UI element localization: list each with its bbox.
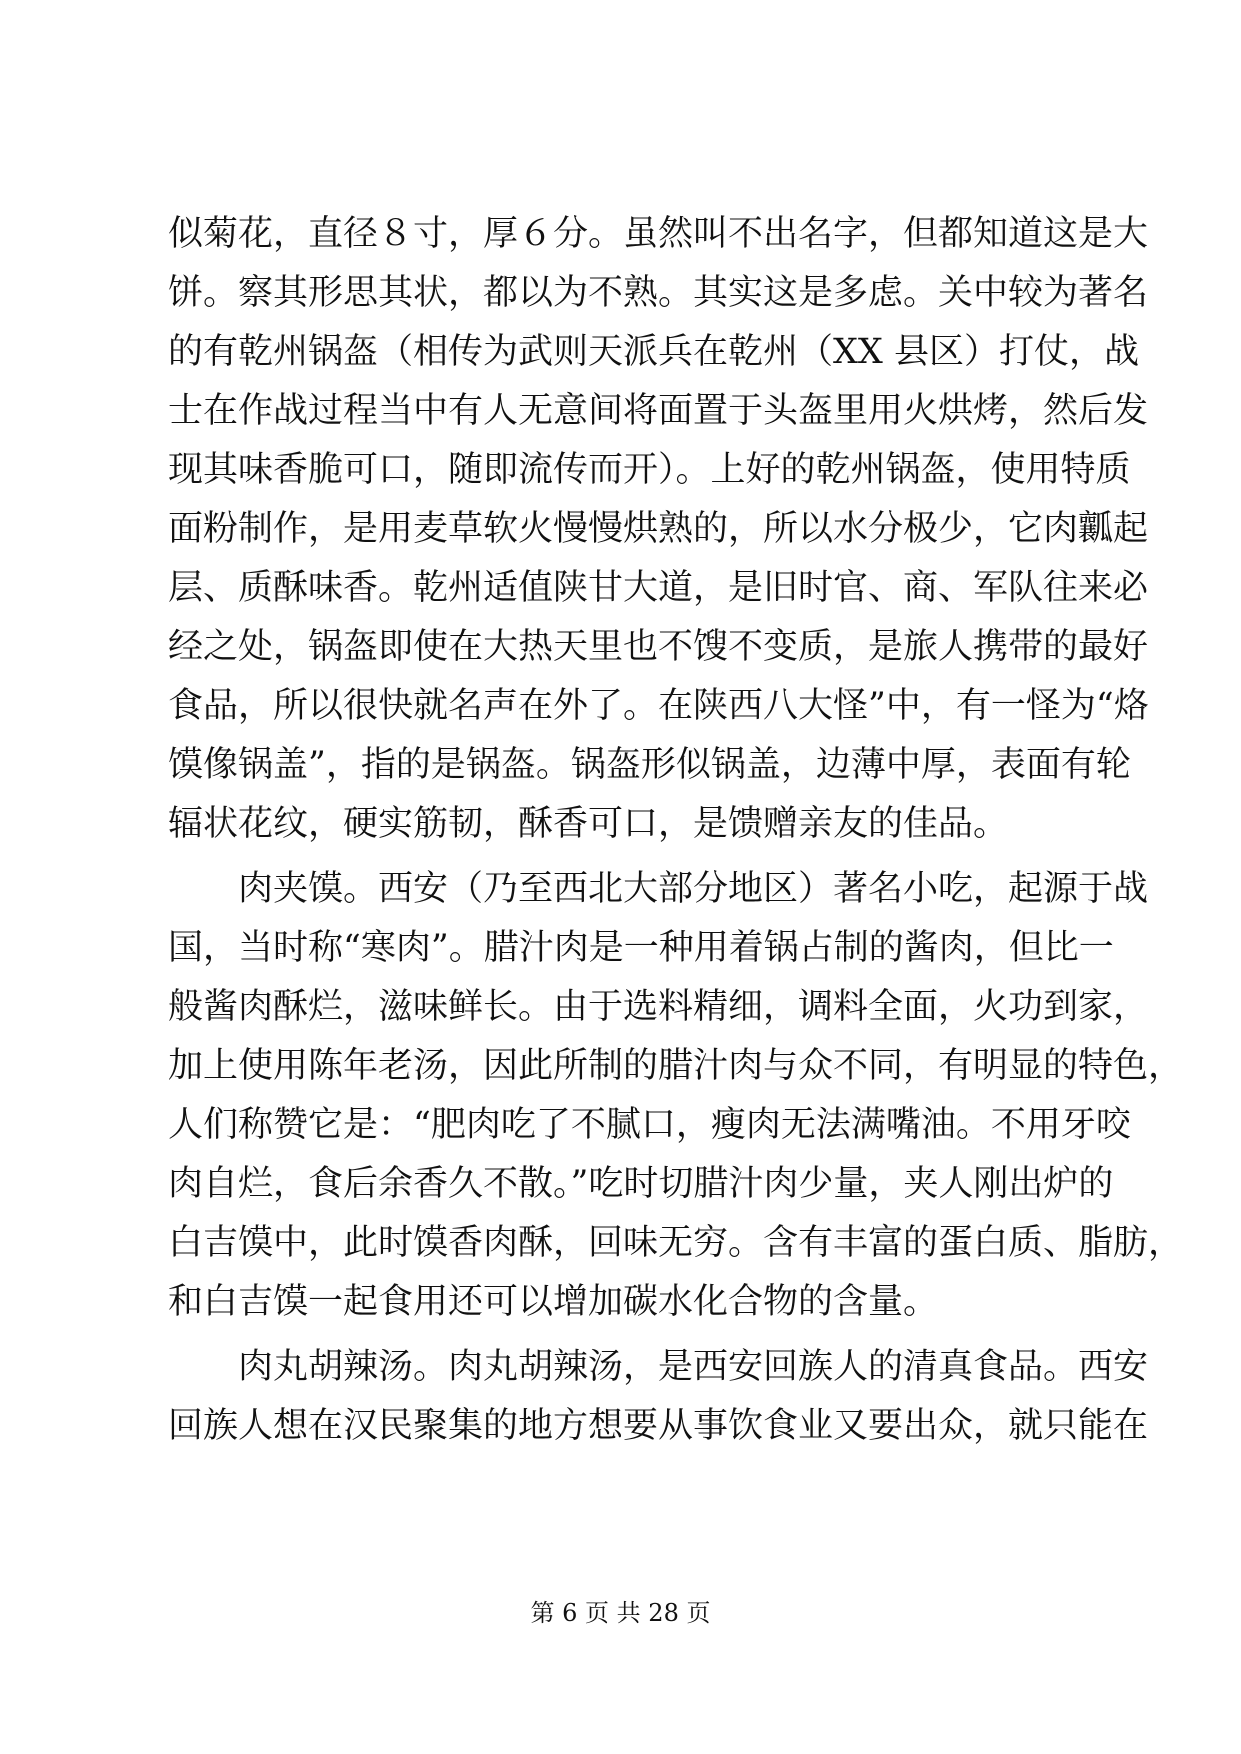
body-text-line: 馍像锅盖”，指的是锅盔。锅盔形似锅盖，边薄中厚，表面有轮 <box>168 745 1131 785</box>
body-text-line: 国，当时称“寒肉”。腊汁肉是一种用着锅占制的酱肉，但比一 <box>168 928 1114 968</box>
body-text-line: 的有乾州锅盔（相传为武则天派兵在乾州（XX 县区）打仗，战 <box>168 332 1139 372</box>
body-text-line: 面粉制作，是用麦草软火慢慢烘熟的，所以水分极少，它肉瓤起 <box>168 509 1149 549</box>
body-text-line: 人们称赞它是：“肥肉吃了不腻口，瘦肉无法满嘴油。不用牙咬 <box>168 1105 1131 1145</box>
paragraph-first-line: 肉丸胡辣汤。肉丸胡辣汤，是西安回族人的清真食品。西安 <box>238 1347 1149 1387</box>
body-text-line: 现其味香脆可口，随即流传而开）。上好的乾州锅盔，使用特质 <box>168 450 1131 490</box>
body-text-line: 士在作战过程当中有人无意间将面置于头盔里用火烘烤，然后发 <box>168 391 1149 431</box>
body-text-line: 白吉馍中，此时馍香肉酥，回味无穷。含有丰富的蛋白质、脂肪， <box>168 1223 1184 1263</box>
body-text-line: 经之处，锅盔即使在大热天里也不馊不变质，是旅人携带的最好 <box>168 627 1149 667</box>
page-footer: 第 6 页 共 28 页 <box>530 1599 711 1627</box>
body-text-line: 肉自烂，食后余香久不散。”吃时切腊汁肉少量，夹人刚出炉的 <box>168 1164 1114 1204</box>
body-text-line: 辐状花纹，硬实筋韧，酥香可口，是馈赠亲友的佳品。 <box>168 804 1009 844</box>
paragraph-first-line: 肉夹馍。西安（乃至西北大部分地区）著名小吃，起源于战 <box>238 869 1149 909</box>
body-text-line: 饼。察其形思其状，都以为不熟。其实这是多虑。关中较为著名 <box>168 273 1149 313</box>
body-text-line: 层、质酥味香。乾州适值陕甘大道，是旧时官、商、军队往来必 <box>168 568 1149 608</box>
body-text-line: 加上使用陈年老汤，因此所制的腊汁肉与众不同，有明显的特色， <box>168 1046 1184 1086</box>
body-text-line: 般酱肉酥烂，滋味鲜长。由于选料精细，调料全面，火功到家， <box>168 987 1149 1027</box>
body-text-line: 似菊花，直径８寸，厚６分。虽然叫不出名字，但都知道这是大 <box>168 214 1149 254</box>
body-text-line: 回族人想在汉民聚集的地方想要从事饮食业又要出众，就只能在 <box>168 1406 1149 1446</box>
body-text-line: 和白吉馍一起食用还可以增加碳水化合物的含量。 <box>168 1282 939 1322</box>
body-text-line: 食品，所以很快就名声在外了。在陕西八大怪”中，有一怪为“烙 <box>168 686 1149 726</box>
